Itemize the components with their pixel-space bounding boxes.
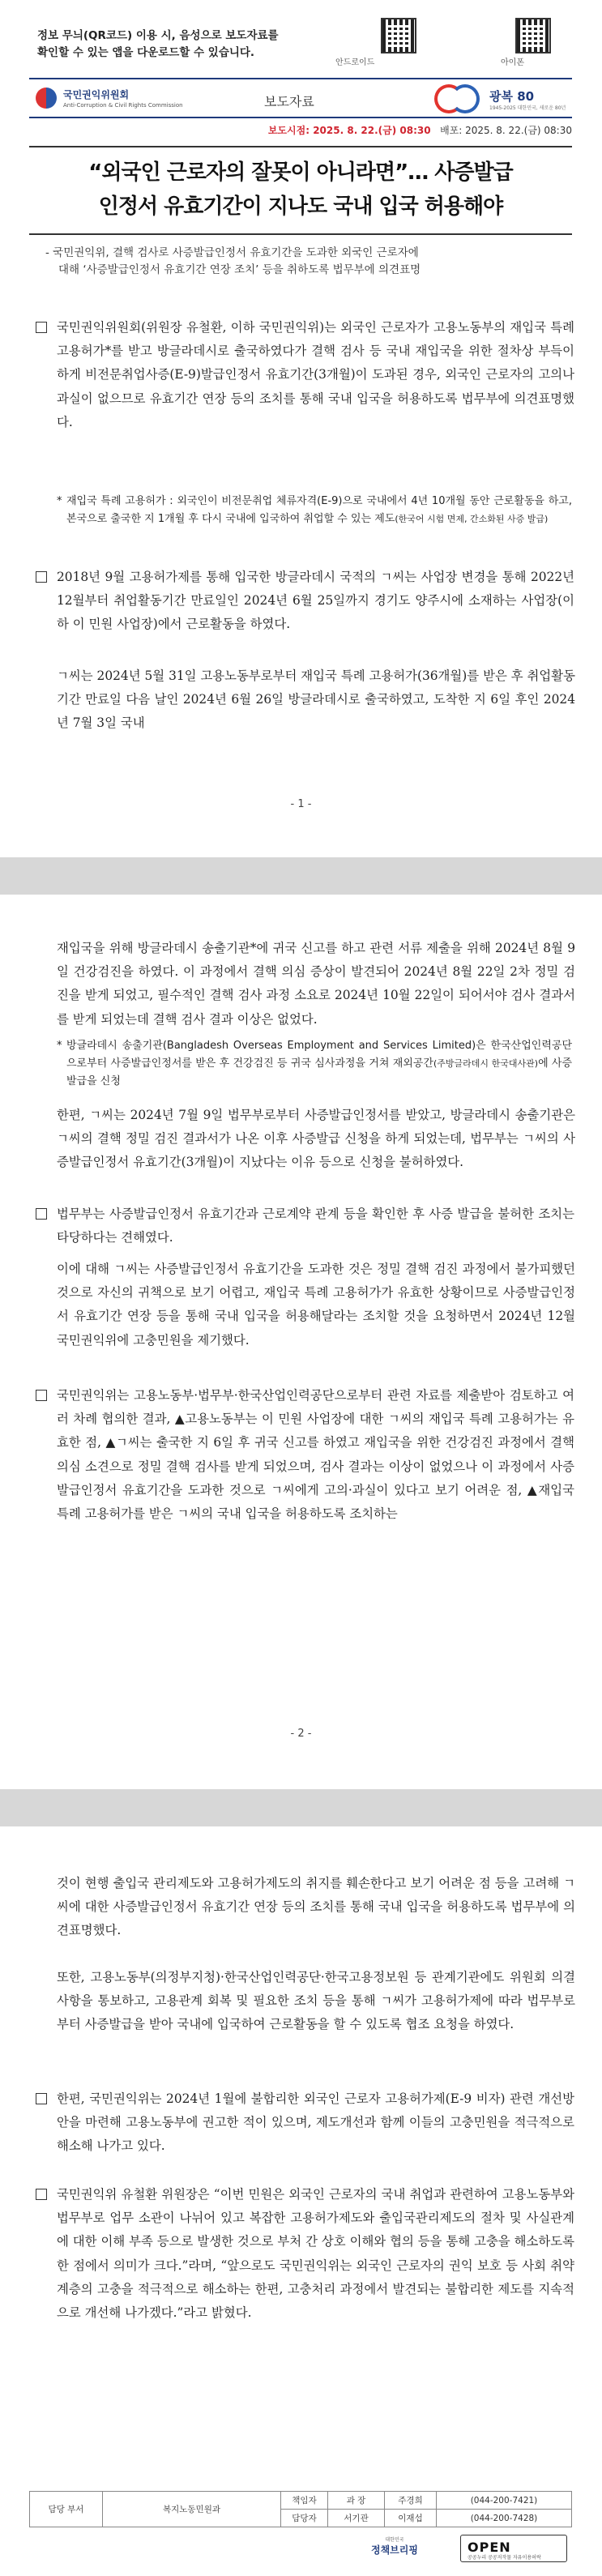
page-1 [0, 0, 602, 857]
paragraph-text: 법무부는 사증발급인정서 유효기간과 근로계약 관계 등을 확인한 후 사증 발급을 불허한 조치는 타당하다는 견해였다. [57, 1207, 574, 1245]
paragraph-text: 국민권익위원회(위원장 유철환, 이하 국민권익위)는 외국인 근로자가 고용노동부의 재입국 특례 고용허가*를 받고 방글라데시로 출국하였다가 결핵 검사 등 국내 재입국을 위한 절차상 부득이하게 비전문취업사증(E-9)발급인정서 유효기간(3개월)이 도과된 경우, 외국인 근로자의 고의나 과실이 없으므로 유효기간 연장 등의 조치를 통해 국내 입국을 허용하도록 법무부에 의견표명했다. [57, 320, 574, 429]
title-box [29, 146, 572, 235]
anniversary-label: 광복 80 [489, 89, 535, 104]
qr-banner-text [37, 28, 279, 62]
page-gap [0, 1789, 602, 1826]
policy-briefing-logo [371, 2535, 418, 2556]
contact-phone: (044-200-7428) [437, 2510, 572, 2527]
dist-label: 배포 [440, 125, 459, 136]
footnote-text: 재입국 특례 고용허가 : 외국인이 비전문취업 체류자격(E-9)으로 국내에서 4년 10개월 동안 근로활동을 하고, 본국으로 출국한 지 1개월 후 다시 국내에 입국하여 취업할 수 있는 제도 [66, 495, 572, 525]
title-line2: 인정서 유효기간이 지나도 국내 입국 허용해야 [98, 194, 503, 219]
paragraph [36, 1203, 574, 1250]
footnote: * 방글라데시 송출기관(Bangladesh Overseas Employment and Services Limited)은 한국산업인력공단으로부터 사증발급인정서를 받은 후 건강검진 등 귀국 심사과정을 거쳐 재외공간(주방글라데시 한국대사관)에 사증 발급을 신청 [57, 1040, 573, 1087]
checkbox-square-icon [36, 571, 47, 583]
footnote-text: 방글라데시 송출기관(Bangladesh Overseas Employment and Services Limited)은 한국산업인력공단으로부터 사증발급인정서를 받은 후 건강검진 등 귀국 심사과정을 거쳐 재외공간 [66, 1040, 572, 1070]
footnote-end: 에 사증 발급을 신청 [66, 1057, 573, 1087]
doc-type: 보도자료 [264, 94, 314, 109]
contact-title: 과 장 [328, 2492, 385, 2510]
paragraph [36, 2087, 574, 2159]
page-2 [0, 895, 602, 1789]
android-qr-code[interactable] [381, 18, 416, 53]
page-number: - 2 - [290, 1728, 312, 1740]
org-name-en: Anti-Corruption & Civil Rights Commission [63, 102, 183, 109]
dist-date: 2025. 8. 22.(금) 08:30 [465, 125, 572, 136]
contact-phone: (044-200-7421) [437, 2492, 572, 2510]
kogl-open-logo [460, 2535, 567, 2562]
checkbox-square-icon [36, 2189, 47, 2200]
role-label: 책임자 [281, 2492, 328, 2510]
paragraph-indented: ㄱ씨는 2024년 5월 31일 고용노동부로부터 재입국 특례 고용허가(36개월)를 받은 후 취업활동기간 만료일 다음 날인 2024년 6월 26일 방글라데시로 출국하였고, 도착한 지 6일 후인 2024년 7월 3일 국내 [57, 669, 575, 731]
embargo-line: 보도시점: 2025. 8. 22.(금) 08:30 배포: 2025. 8. 22.(금) 08:30 [267, 125, 572, 136]
press-header [29, 78, 572, 118]
footnote-small: (주방글라데시 한국대사관) [433, 1058, 539, 1069]
qr-banner-line2: 확인할 수 있는 앱을 다운로드할 수 있습니다. [37, 46, 255, 59]
paragraph-text: 2018년 9월 고용허가제를 통해 입국한 방글라데시 국적의 ㄱ씨는 사업장 변경을 통해 2022년 12월부터 취업활동기간 만료일인 2024년 6월 25일까지 경기도 양주시에 소재하는 사업장(이하 이 민원 사업장)에서 근로활동을 하였다. [57, 570, 574, 632]
page-number: - 1 - [290, 798, 312, 810]
paragraph [36, 566, 574, 637]
paragraph-indented: 또한, 고용노동부(의정부지청)·한국산업인력공단·한국고용정보원 등 관계기관에도 위원회 의결 사항을 통보하고, 고용관계 회복 및 필요한 조치 등을 통해 ㄱ씨가 고용허가제에 따라 법무부로부터 사증발급을 받아 국내에 입국하여 근로활동을 할 수 있도록 협조 요청을 하였다. [57, 1970, 575, 2032]
open-logo-sub: 공공누리 공공저작물 자유이용허락 [468, 2555, 541, 2561]
contact-table [29, 2491, 572, 2527]
ios-qr-code[interactable] [515, 18, 551, 53]
checkbox-square-icon [36, 1208, 47, 1220]
open-logo-text: OPEN [468, 2540, 511, 2555]
paragraph [36, 316, 574, 434]
contact-name: 이재섭 [385, 2510, 437, 2527]
title-line1: “외국인 근로자의 잘못이 아니라면”… 사증발급 [88, 160, 513, 185]
contact-name: 주경희 [385, 2492, 437, 2510]
footnote: * 재입국 특례 고용허가 : 외국인이 비전문취업 체류자격(E-9)으로 국내에서 4년 10개월 동안 근로활동을 하고, 본국으로 출국한 지 1개월 후 다시 국내에 입국하여 취업할 수 있는 제도(한국어 시험 면제, 간소화된 사증 발급) [57, 495, 572, 525]
subtitle-line1: - 국민권익위, 결핵 검사로 사증발급인정서 유효기간을 도과한 외국인 근로자에 [45, 246, 419, 259]
subtitle [45, 245, 564, 279]
footnote-small: (한국어 시험 면제, 간소화된 사증 발급) [395, 514, 549, 524]
org-name: 국민권익위원회 [63, 89, 130, 100]
dept-name: 복지노동민원과 [103, 2492, 281, 2527]
page-3 [0, 1826, 602, 2576]
dept-label: 담당 부서 [30, 2492, 103, 2527]
policy-briefing-main: 정책브리핑 [371, 2544, 418, 2556]
qr-banner-line1: 정보 무늬(QR코드) 이용 시, 음성으로 보도자료를 [37, 29, 279, 42]
checkbox-square-icon [36, 1390, 47, 1401]
paragraph [36, 1384, 574, 1526]
paragraph-text: 한편, 국민권익위는 2024년 1월에 불합리한 외국인 근로자 고용허가제(E-9 비자) 관련 개선방안을 마련해 고용노동부에 권고한 적이 있으며, 제도개선과 함께 이들의 고충민원을 적극적으로 해소해 나가고 있다. [57, 2091, 574, 2154]
paragraph-indented: 이에 대해 ㄱ씨는 사증발급인정서 유효기간을 도과한 것은 정밀 결핵 검진 과정에서 불가피했던 것으로 자신의 귀책으로 보기 어렵고, 재입국 특례 고용허가가 유효한 상황이므로 사증발급인정서 유효기간 연장 등을 통해 국내 입국을 허용해달라는 조치할 것을 요청하면서 2024년 12월 국민권익위에 고충민원을 제기했다. [57, 1262, 575, 1348]
android-label: 안드로이드 [335, 58, 375, 67]
contact-title: 서기관 [328, 2510, 385, 2527]
paragraph-text: 국민권익위 유철환 위원장은 “이번 민원은 외국인 근로자의 국내 취업과 관련하여 고용노동부와 법무부로 업무 소관이 나뉘어 있고 복잡한 고용허가제도와 출입국관리제도의 절차 및 사실관계에 대한 이해 부족 등으로 발생한 것으로 부처 간 상호 이해와 협의 등을 통해 고충을 해소하도록 한 점에서 의미가 크다.”라며, “앞으로도 국민권익위는 외국인 근로자의 권익 보호 등 사회 취약계층의 고충을 적극적으로 해소하는 한편, 고충처리 과정에서 발견되는 불합리한 제도를 지속적으로 개선해 나가겠다.”라고 밝혔다. [57, 2187, 574, 2321]
paragraph-text: 국민권익위는 고용노동부·법무부·한국산업인력공단으로부터 관련 자료를 제출받아 검토하고 여러 차례 협의한 결과, ▲고용노동부는 이 민원 사업장에 대한 ㄱ씨의 재입국 특례 고용허가는 유효한 점, ▲ㄱ씨는 출국한 지 6일 후 귀국 신고를 하였고 재입국을 위한 건강검진 과정에서 결핵 의심 소견으로 정밀 결핵 검사를 받게 되었으며, 검사 결과는 이상이 없었으나 이 과정에서 사증발급인정서 유효기간을 도과한 것으로 ㄱ씨에게 고의·과실이 있다고 보기 어려운 점, ▲재입국 특례 고용허가를 받은 ㄱ씨의 국내 입국을 허용하도록 조치하는 [57, 1388, 574, 1522]
report-date: 2025. 8. 22.(금) 08:30 [313, 125, 431, 136]
liberation-80-logo-icon [434, 84, 483, 113]
role-label: 담당자 [281, 2510, 328, 2527]
checkbox-square-icon [36, 2093, 47, 2104]
paragraph [36, 2183, 574, 2325]
paragraph-indented: 재입국을 위해 방글라데시 송출기관*에 귀국 신고를 하고 관련 서류 제출을 위해 2024년 8월 9일 건강검진을 하였다. 이 과정에서 결핵 의심 증상이 발견되어 2024년 8월 22일 2차 정밀 검진을 받게 되었고, 필수적인 결핵 검사 과정 소요로 2024년 10월 22일이 되어서야 검사 결과서를 받게 되었는데 결핵 검사 결과 이상은 없었다. [57, 941, 575, 1027]
commission-logo-icon [36, 88, 57, 109]
paragraph-indented: 한편, ㄱ씨는 2024년 7월 9일 법무부로부터 사증발급인정서를 받았고, 방글라데시 송출기관은 ㄱ씨의 결핵 정밀 검진 결과서가 나온 이후 사증발급 신청을 하게 되었는데, 법무부는 ㄱ씨의 사증발급인정서 유효기간(3개월)이 지났다는 이유 등으로 신청을 불허하였다. [57, 1108, 575, 1170]
policy-briefing-top: 대한민국 [385, 2537, 404, 2543]
checkbox-square-icon [36, 322, 47, 333]
report-label: 보도시점 [267, 125, 306, 136]
page-title [29, 147, 572, 224]
page-gap [0, 857, 602, 895]
paragraph-indented: 것이 현행 출입국 관리제도와 고용허가제도의 취지를 훼손한다고 보기 어려운 점 등을 고려해 ㄱ씨에 대한 사증발급인정서 유효기간 연장 등의 조치를 통해 국내 입국을 허용하도록 법무부에 의견표명했다. [57, 1876, 575, 1938]
subtitle-line2: 대해 ‘사증발급인정서 유효기간 연장 조치’ 등을 취하도록 법무부에 의견표명 [58, 263, 421, 276]
qr-banner [29, 18, 572, 66]
anniversary-sub: 1945-2025 대한민국, 새로운 80년 [489, 105, 566, 111]
ios-label: 아이폰 [501, 58, 524, 67]
